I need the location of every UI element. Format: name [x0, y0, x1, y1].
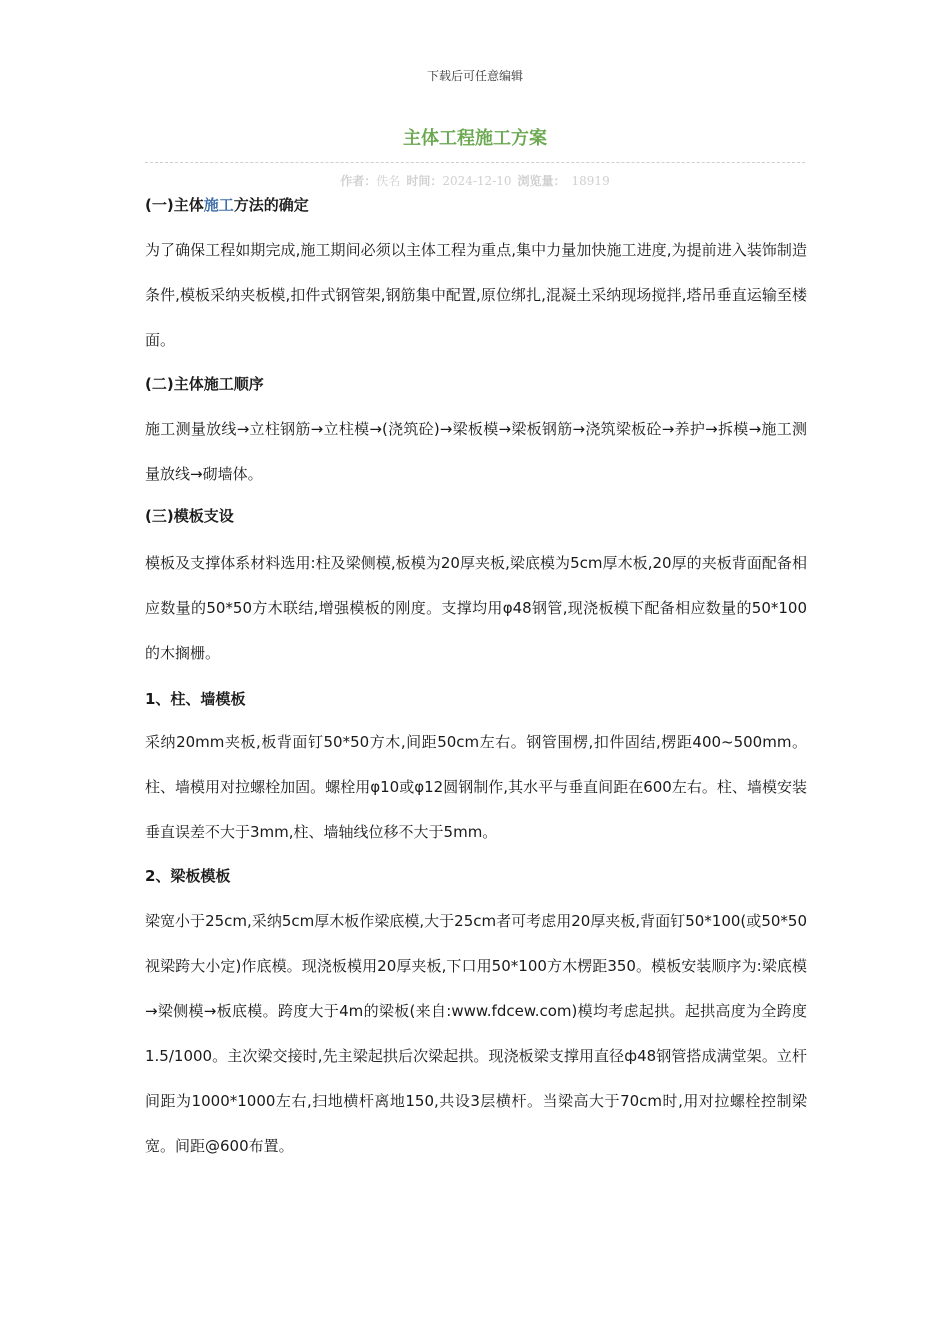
- title-divider: [145, 162, 805, 163]
- section-heading-method: [145, 192, 807, 218]
- views-label: 浏览量：: [517, 174, 566, 188]
- construction-link[interactable]: 施工: [203, 196, 234, 214]
- section-heading-beam-slab: 2、梁板模板: [145, 867, 231, 885]
- time-value: 2024-12-10: [442, 174, 512, 188]
- section-heading-formwork: (三)模板支设: [145, 507, 234, 525]
- paragraph-column-wall: 采纳20mm夹板,板背面钉50*50方木,间距50cm左右。钢管围楞,扣件固结,楞距400~500mm。柱、墙模用对拉螺栓加固。螺栓用φ10或φ12圆钢制作,其水平与垂直间距在600左右。柱、墙模安装垂直误差不大于3mm,柱、墙轴线位移不大于5mm。: [145, 733, 807, 841]
- section-heading-sequence: (二)主体施工顺序: [145, 375, 264, 393]
- paragraph-formwork: 模板及支撑体系材料选用:柱及梁侧模,板模为20厚夹板,梁底模为5cm厚木板,20厚的夹板背面配备相应数量的50*50方木联结,增强模板的刚度。支撑均用φ48钢管,现浇板模下配备相应数量的50*100的木搁栅。: [145, 554, 807, 662]
- section-heading-column-wall: 1、柱、墙模板: [145, 690, 246, 708]
- views-value: 18919: [571, 174, 610, 188]
- time-label: 时间：: [406, 174, 443, 188]
- author-label: 作者：: [340, 174, 377, 188]
- heading-text: 方法的确定: [233, 196, 309, 214]
- heading-text: (一)主体: [145, 196, 204, 214]
- author-value: 佚名: [376, 174, 401, 188]
- paragraph-method: 为了确保工程如期完成,施工期间必须以主体工程为重点,集中力量加快施工进度,为提前进入装饰制造条件,模板采纳夹板模,扣件式钢管架,钢筋集中配置,原位绑扎,混凝土采纳现场搅拌,塔吊垂直运输至楼面。: [145, 241, 807, 349]
- download-note: 下载后可任意编辑: [426, 69, 523, 83]
- article-body: [145, 192, 807, 1169]
- article-meta: [0, 172, 950, 189]
- paragraph-beam-slab: 梁宽小于25cm,采纳5cm厚木板作梁底模,大于25cm者可考虑用20厚夹板,背面钉50*100(或50*50视梁跨大小定)作底模。现浇板模用20厚夹板,下口用50*100方木楞距350。模板安装顺序为:梁底模→梁侧模→板底模。跨度大于4m的梁板(来自:www.fdcew.com)模均考虑起拱。起拱高度为全跨度1.5/1000。主次梁交接时,先主梁起拱后次梁起拱。现浇板梁支撑用直径ф48钢管搭成满堂架。立杆间距为1000*1000左右,扫地横杆离地150,共设3层横杆。当梁高大于70cm时,用对拉螺栓控制梁宽。间距@600布置。: [145, 912, 807, 1155]
- page-title: 主体工程施工方案: [403, 128, 547, 149]
- paragraph-sequence: 施工测量放线→立柱钢筋→立柱模→(浇筑砼)→梁板模→梁板钢筋→浇筑梁板砼→养护→拆模→施工测量放线→砌墙体。: [145, 420, 807, 483]
